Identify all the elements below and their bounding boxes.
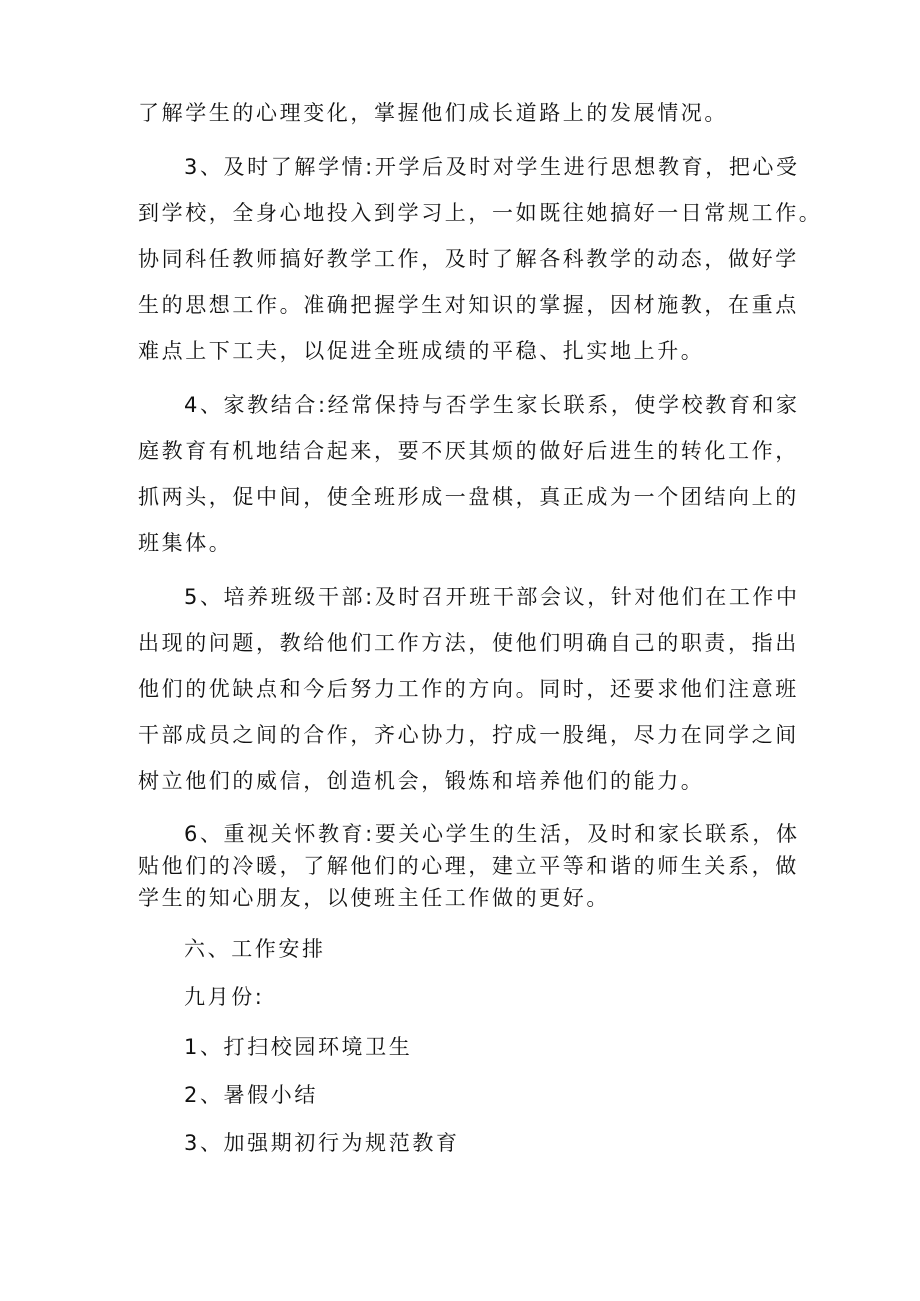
- text-line: 3、及时了解学情:开学后及时对学生进行思想教育，把心受: [184, 155, 800, 179]
- list-item: 3、加强期初行为规范教育: [184, 1131, 460, 1155]
- text-line: 干部成员之间的合作，齐心协力，拧成一股绳，尽力在同学之间: [138, 723, 799, 747]
- text-line: 6、重视关怀教育:要关心学生的生活，及时和家长联系，体: [184, 822, 800, 846]
- text-line: 班集体。: [138, 531, 233, 555]
- text-line: 4、家教结合:经常保持与否学生家长联系，使学校教育和家: [184, 393, 800, 417]
- text-line: 树立他们的威信，创造机会，锻炼和培养他们的能力。: [138, 769, 705, 793]
- paragraph-learning-status: [138, 144, 823, 374]
- text-line: 学生的知心朋友，以使班主任工作做的更好。: [138, 886, 610, 910]
- text-line: 贴他们的冷暖，了解他们的心理，建立平等和谐的师生关系，做: [138, 854, 799, 878]
- paragraph-care-education: [138, 818, 798, 914]
- text-line: 协同科任教师搞好教学工作，及时了解各科教学的动态，做好学: [138, 247, 799, 271]
- text-line: 庭教育有机地结合起来，要不厌其烦的做好后进生的转化工作，: [138, 439, 799, 463]
- paragraph-home-school: [138, 382, 798, 566]
- paragraph-class-cadres: [138, 574, 798, 804]
- month-label: 九月份:: [184, 985, 265, 1009]
- text-line: 难点上下工夫，以促进全班成绩的平稳、扎实地上升。: [138, 339, 705, 363]
- text-line: 抓两头，促中间，使全班形成一盘棋，真正成为一个团结向上的: [138, 485, 799, 509]
- text-line: 到学校，全身心地投入到学习上，一如既往她搞好一日常规工作。: [138, 201, 823, 225]
- list-item: 1、打扫校园环境卫生: [184, 1035, 413, 1059]
- list-item: 2、暑假小结: [184, 1083, 318, 1107]
- text-line: 了解学生的心理变化，掌握他们成长道路上的发展情况。: [138, 101, 728, 125]
- text-line: 他们的优缺点和今后努力工作的方向。同时，还要求他们注意班: [138, 677, 799, 701]
- text-line: 出现的问题，教给他们工作方法，使他们明确自己的职责，指出: [138, 631, 799, 655]
- section-heading: 六、工作安排: [184, 937, 326, 961]
- paragraph-continuation: [138, 90, 798, 136]
- text-line: 5、培养班级干部:及时召开班干部会议，针对他们在工作中: [184, 585, 800, 609]
- text-line: 生的思想工作。准确把握学生对知识的掌握，因材施教，在重点: [138, 293, 799, 317]
